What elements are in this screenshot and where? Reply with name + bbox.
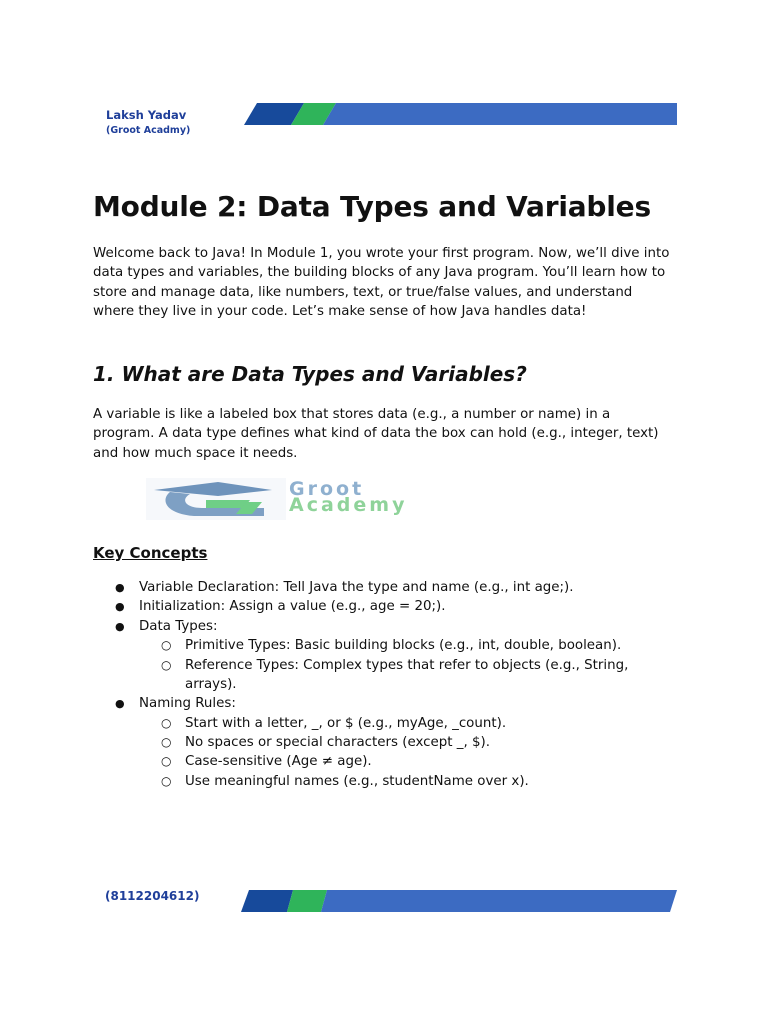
bullet-icon: ● <box>115 581 125 594</box>
logo-text-academy: Academy <box>289 494 408 516</box>
author-name: Laksh Yadav <box>106 108 187 122</box>
sub-list-item: ○ Start with a letter, _, or $ (e.g., myAge, _count). <box>185 714 655 733</box>
header-stripe <box>244 103 677 125</box>
sub-list-item: ○ Use meaningful names (e.g., studentName over x). <box>185 772 655 791</box>
graduation-cap-icon <box>146 478 286 520</box>
list-item: ● Naming Rules: <box>139 694 679 713</box>
circle-bullet-icon: ○ <box>161 754 172 768</box>
page-title: Module 2: Data Types and Variables <box>93 190 651 223</box>
section-heading: 1. What are Data Types and Variables? <box>93 362 527 386</box>
footer-stripe <box>241 890 677 912</box>
sub-list-item: ○ Case-sensitive (Age ≠ age). <box>185 752 655 771</box>
circle-bullet-icon: ○ <box>161 638 172 652</box>
intro-paragraph: Welcome back to Java! In Module 1, you wrote your first program. Now, we’ll dive into data types and variables, the building blocks of any Java program. You’ll learn how to store and manage data, like numbers, text, or true/false values, and understand where they live in your code. Let’s make sense of how Java handles data! <box>93 246 670 319</box>
circle-bullet-icon: ○ <box>161 735 172 749</box>
circle-bullet-icon: ○ <box>161 658 172 672</box>
sub-list-item: ○ Primitive Types: Basic building blocks (e.g., int, double, boolean). <box>185 636 655 655</box>
sub-list-item: ○ Reference Types: Complex types that refer to objects (e.g., String, arrays). <box>161 658 629 693</box>
section-body: A variable is like a labeled box that stores data (e.g., a number or name) in a program. A data type defines what kind of data the box can hold (e.g., integer, text) and how much space it needs. <box>93 407 659 461</box>
organization-name: (Groot Acadmy) <box>106 125 191 136</box>
list-item: ● Variable Declaration: Tell Java the type and name (e.g., int age;). <box>139 578 679 597</box>
bullet-icon: ● <box>115 697 125 710</box>
footer-phone: (8112204612) <box>105 889 200 903</box>
header-brand <box>106 108 190 136</box>
list-item: ● Initialization: Assign a value (e.g., age = 20;). <box>139 597 679 616</box>
bullet-icon: ● <box>115 620 125 633</box>
sub-list-item: ○ No spaces or special characters (except _, $). <box>185 733 655 752</box>
groot-academy-logo <box>146 478 576 520</box>
logo-text-groot: Groot <box>289 478 365 500</box>
bullet-icon: ● <box>115 600 125 613</box>
key-concepts-heading: Key Concepts <box>93 544 208 562</box>
circle-bullet-icon: ○ <box>161 716 172 730</box>
circle-bullet-icon: ○ <box>161 774 172 788</box>
list-item: ● Data Types: <box>139 617 679 636</box>
